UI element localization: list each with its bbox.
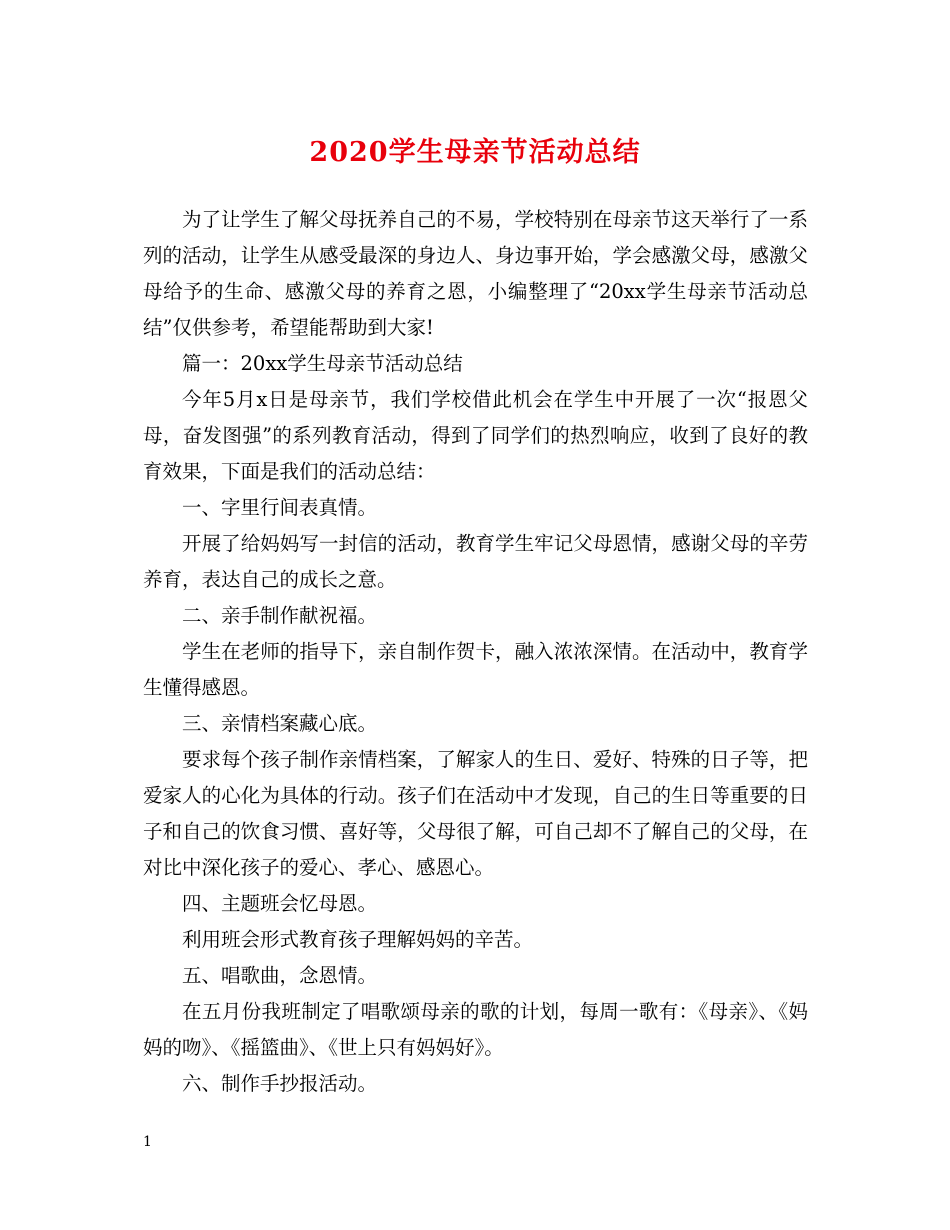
page-number: 1 (143, 1134, 152, 1150)
section-text-4: 利用班会形式教育孩子理解妈妈的辛苦。 (182, 928, 534, 951)
paragraph-intro: 为了让学生了解父母抚养自己的不易，学校特别在母亲节这天举行了一系列的活动，让学生从感受最深的身边人、身边事开始，学会感激父母，感激父母给予的生命、感激父母的养育之恩，小编整理了“20xx学生母亲节活动总结”仅供参考，希望能帮助到大家! (143, 208, 808, 339)
section-heading-2: 二、亲手制作献祝福。 (182, 604, 378, 627)
section-heading-5: 五、唱歌曲，念恩情。 (182, 964, 378, 987)
section-heading-1: 一、字里行间表真情。 (182, 496, 378, 519)
page-title: 2020学生母亲节活动总结 (309, 137, 641, 168)
document-body (143, 202, 808, 1102)
section-text-1: 开展了给妈妈写一封信的活动，教育学生牢记父母恩情，感谢父母的辛劳养育，表达自己的成长之意。 (143, 532, 808, 591)
section-text-2: 学生在老师的指导下，亲自制作贺卡，融入浓浓深情。在活动中，教育学生懂得感恩。 (143, 640, 808, 699)
section-heading-4: 四、主题班会忆母恩。 (182, 892, 378, 915)
section-heading-3: 三、亲情档案藏心底。 (182, 712, 378, 735)
paragraph-summary-opening: 今年5月x日是母亲节，我们学校借此机会在学生中开展了一次“报恩父母，奋发图强”的系列教育活动，得到了同学们的热烈响应，收到了良好的教育效果，下面是我们的活动总结： (143, 388, 808, 483)
section-heading-6: 六、制作手抄报活动。 (182, 1072, 378, 1095)
section-text-3: 要求每个孩子制作亲情档案，了解家人的生日、爱好、特殊的日子等，把爱家人的心化为具体的行动。孩子们在活动中才发现，自己的生日等重要的日子和自己的饮食习惯、喜好等，父母很了解，可自己却不了解自己的父母，在对比中深化孩子的爱心、孝心、感恩心。 (143, 748, 808, 879)
paragraph-part-one-heading: 篇一：20xx学生母亲节活动总结 (182, 352, 463, 375)
section-text-5: 在五月份我班制定了唱歌颂母亲的歌的计划，每周一歌有：《母亲》、《妈妈的吻》、《摇篮曲》、《世上只有妈妈好》。 (143, 1000, 808, 1059)
